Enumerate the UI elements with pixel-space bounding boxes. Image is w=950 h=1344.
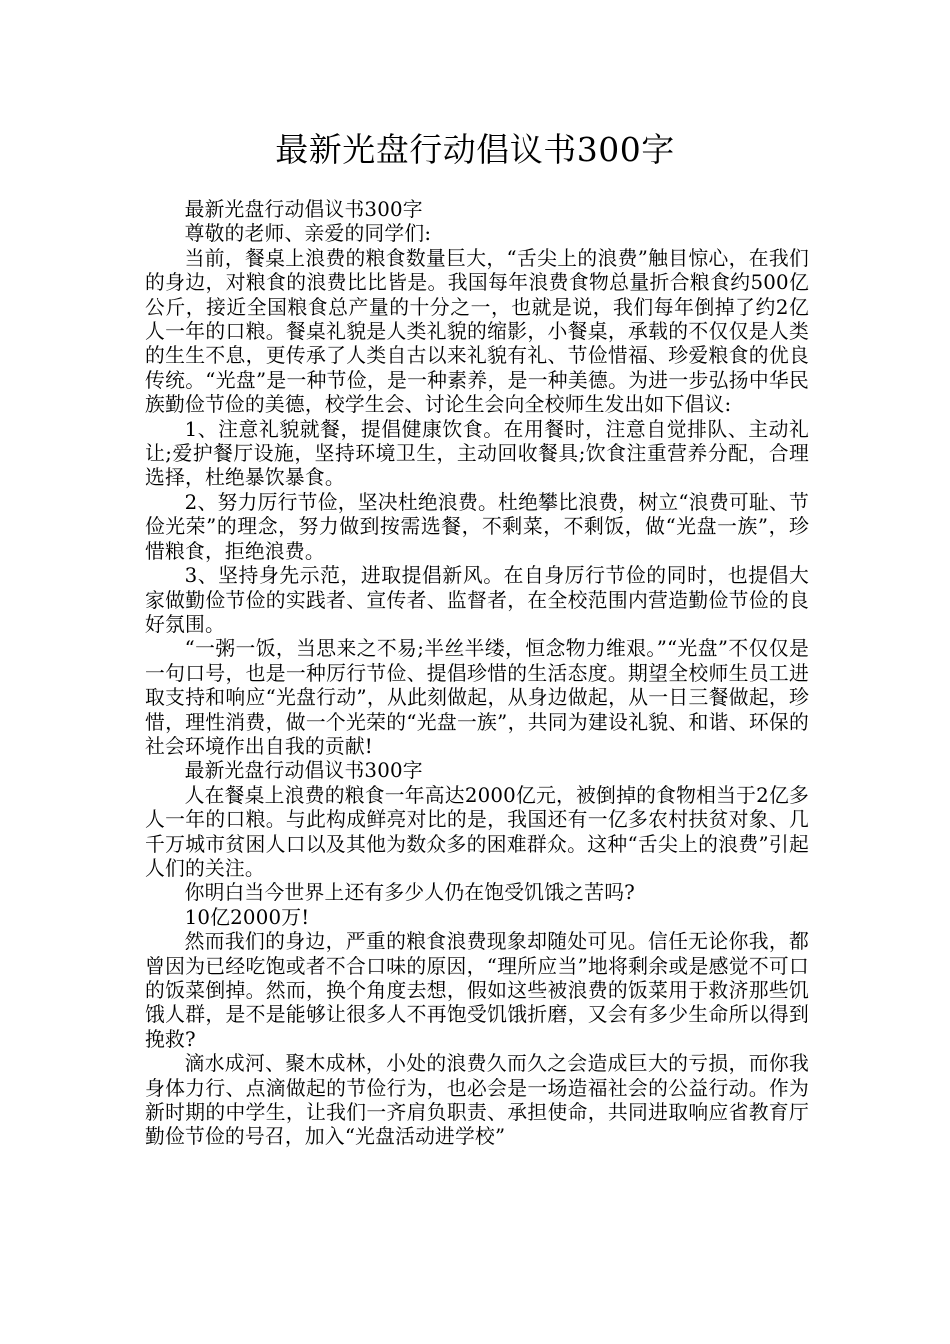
paragraph-answer: 10亿2000万! (184, 905, 310, 929)
document-body (145, 198, 809, 1150)
paragraph-proposal-1: 1、注意礼貌就餐，提倡健康饮食。在用餐时，注意自觉排队、主动礼让;爱护餐厅设施，坚持环境卫生，主动回收餐具;饮食注重营养分配，合理选择，杜绝暴饮暴食。 (145, 417, 809, 490)
paragraph-reflection: 然而我们的身边，严重的粮食浪费现象却随处可见。信任无论你我，都曾因为已经吃饱或者不合口味的原因，“理所应当”地将剩余或是感觉不可口的饭菜倒掉。然而，换个角度去想，假如这些被浪费的饭菜用于救济那些饥饿人群，是不是能够让很多人不再饱受饥饿折磨，又会有多少生命所以得到挽救? (145, 930, 809, 1051)
paragraph-heading-2: 最新光盘行动倡议书300字 (184, 759, 423, 783)
paragraph-heading: 最新光盘行动倡议书300字 (184, 198, 423, 221)
paragraph-salutation: 尊敬的老师、亲爱的同学们: (184, 222, 432, 246)
document-title: 最新光盘行动倡议书300字 (275, 130, 675, 169)
paragraph-closing: “一粥一饭，当思来之不易;半丝半缕，恒念物力维艰。”“光盘”不仅仅是一句口号，也是一种厉行节俭、提倡珍惜的生活态度。期望全校师生员工进取支持和响应“光盘行动”，从此刻做起，从身边做起，从一日三餐做起，珍惜，理性消费，做一个光荣的“光盘一族”，共同为建设礼貌、和谐、环保的社会环境作出自我的贡献! (145, 637, 809, 758)
paragraph-question: 你明白当今世界上还有多少人仍在饱受饥饿之苦吗? (184, 881, 635, 905)
paragraph-call-to-action: 滴水成河、聚木成林，小处的浪费久而久之会造成巨大的亏损，而你我身体力行、点滴做起的节俭行为，也必会是一场造福社会的公益行动。作为新时期的中学生，让我们一齐肩负职责、承担使命，共同进取响应省教育厅勤俭节俭的号召，加入“光盘活动进学校” (145, 1052, 809, 1149)
paragraph-waste-facts: 人在餐桌上浪费的粮食一年高达2000亿元，被倒掉的食物相当于2亿多人一年的口粮。与此构成鲜亮对比的是，我国还有一亿多农村扶贫对象、几千万城市贫困人口以及其他为数众多的困难群众。这种“舌尖上的浪费”引起人们的关注。 (145, 783, 809, 880)
paragraph-proposal-2: 2、努力厉行节俭，坚决杜绝浪费。杜绝攀比浪费，树立“浪费可耻、节俭光荣”的理念，努力做到按需选餐，不剩菜，不剩饭，做“光盘一族”，珍惜粮食，拒绝浪费。 (145, 490, 809, 563)
paragraph-intro: 当前，餐桌上浪费的粮食数量巨大，“舌尖上的浪费”触目惊心，在我们的身边，对粮食的浪费比比皆是。我国每年浪费食物总量折合粮食约500亿公斤，接近全国粮食总产量的十分之一，也就是说，我们每年倒掉了约2亿人一年的口粮。餐桌礼貌是人类礼貌的缩影，小餐桌，承载的不仅仅是人类的生生不息，更传承了人类自古以来礼貌有礼、节俭惜福、珍爱粮食的优良传统。“光盘”是一种节俭，是一种素养，是一种美德。为进一步弘扬中华民族勤俭节俭的美德，校学生会、讨论生会向全校师生发出如下倡议: (145, 246, 809, 417)
paragraph-proposal-3: 3、坚持身先示范，进取提倡新风。在自身厉行节俭的同时，也提倡大家做勤俭节俭的实践者、宣传者、监督者，在全校范围内营造勤俭节俭的良好氛围。 (145, 564, 809, 636)
